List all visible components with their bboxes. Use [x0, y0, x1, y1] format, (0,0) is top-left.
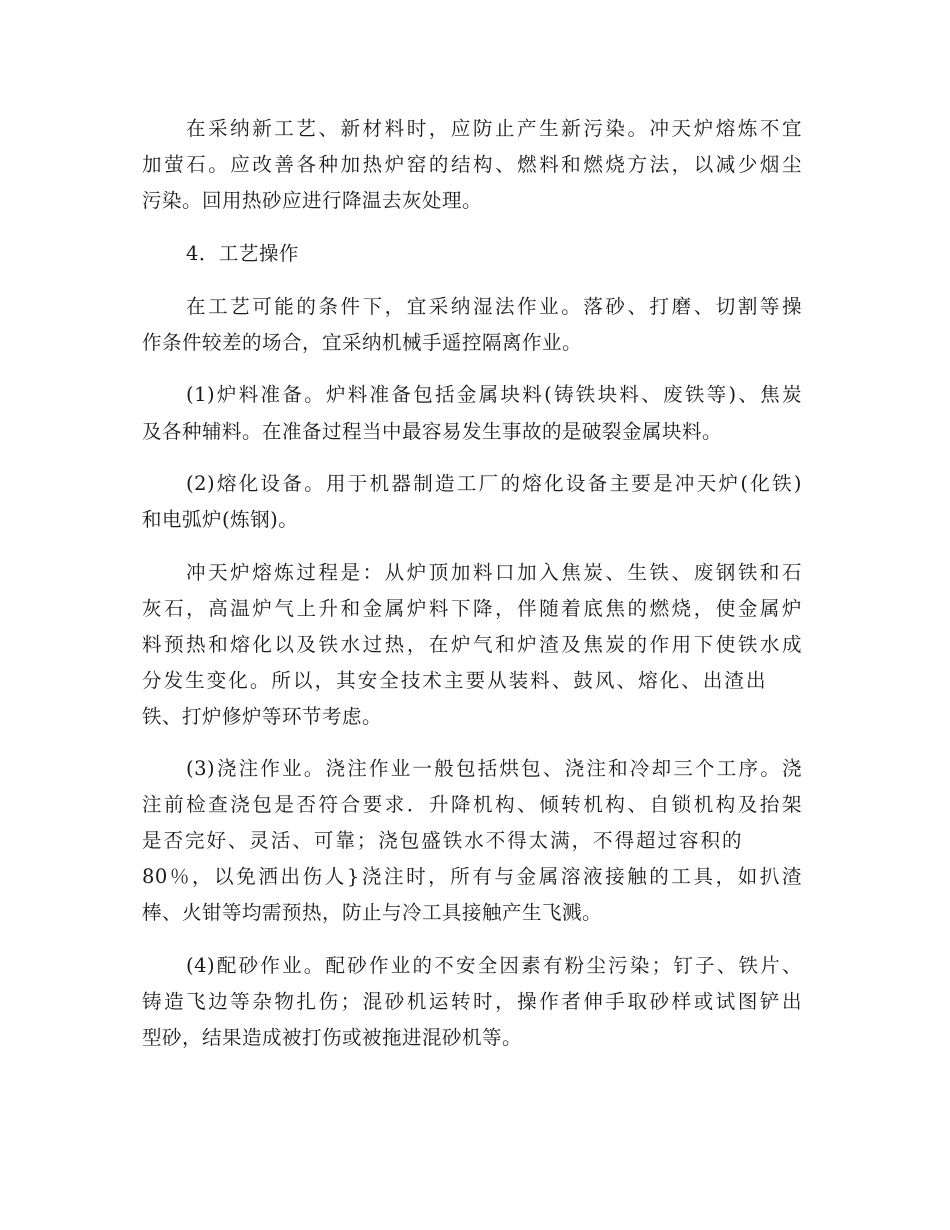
paragraph-1-line-1: 在采纳新工艺、新材料时，应防止产生新污染。冲天炉熔炼不宜	[186, 117, 802, 140]
paragraph-6-line-3: 料预热和熔化以及铁水过热，在炉气和炉渣及焦炭的作用下使铁水成	[142, 633, 802, 656]
paragraph-6-line-4: 分发生变化。所以，其安全技术主要从装料、鼓风、熔化、出渣出	[142, 669, 766, 692]
paragraph-8-line-2: 铸造飞边等杂物扎伤；混砂机运转时，操作者伸手取砂样或试图铲出	[142, 990, 802, 1013]
paragraph-4-line-1: (1)炉料准备。炉料准备包括金属块料(铸铁块料、废铁等)、焦炭	[186, 383, 802, 406]
paragraph-8-line-3: 型砂，结果造成被打伤或被拖进混砂机等。	[142, 1026, 523, 1049]
paragraph-8-line-1: (4)配砂作业。配砂作业的不安全因素有粉尘污染；钉子、铁片、	[186, 954, 802, 977]
paragraph-7-line-1: (3)浇注作业。浇注作业一般包括烘包、浇注和冷却三个工序。浇	[186, 757, 802, 780]
paragraph-1-line-3: 污染。回用热砂应进行降温去灰处理。	[142, 189, 483, 212]
section-heading: 4．工艺操作	[186, 242, 299, 265]
paragraph-7-line-3: 是否完好、灵活、可靠；浇包盛铁水不得太满，不得超过容积的	[142, 829, 742, 852]
paragraph-6-line-2: 灰石，高温炉气上升和金属炉料下降，伴随着底焦的燃烧，使金属炉	[142, 597, 802, 620]
paragraph-6-line-5: 铁、打炉修炉等环节考虑。	[142, 705, 383, 728]
paragraph-7-line-5: 棒、火钳等均需预热，防止与冷工具接触产生飞溅。	[142, 901, 603, 924]
paragraph-3-line-1: 在工艺可能的条件下，宜采纳湿法作业。落砂、打磨、切割等操	[186, 295, 802, 318]
paragraph-3-line-2: 作条件较差的场合，宜采纳机械手遥控隔离作业。	[142, 331, 583, 354]
paragraph-5-line-1: (2)熔化设备。用于机器制造工厂的熔化设备主要是冲天炉(化铁)	[186, 472, 802, 495]
paragraph-5-line-2: 和电弧炉(炼钢)。	[142, 508, 299, 531]
paragraph-4-line-2: 及各种辅料。在准备过程当中最容易发生事故的是破裂金属块料。	[142, 420, 723, 443]
paragraph-7-line-2: 注前检查浇包是否符合要求．升降机构、倾转机构、自锁机构及抬架	[142, 793, 802, 816]
paragraph-6-line-1: 冲天炉熔炼过程是：从炉顶加料口加入焦炭、生铁、废钢铁和石	[186, 561, 802, 584]
paragraph-7-line-4: 80％，以免洒出伤人}浇注时，所有与金属溶液接触的工具，如扒渣	[142, 865, 802, 888]
paragraph-1-line-2: 加萤石。应改善各种加热炉窑的结构、燃料和燃烧方法，以减少烟尘	[142, 153, 802, 176]
